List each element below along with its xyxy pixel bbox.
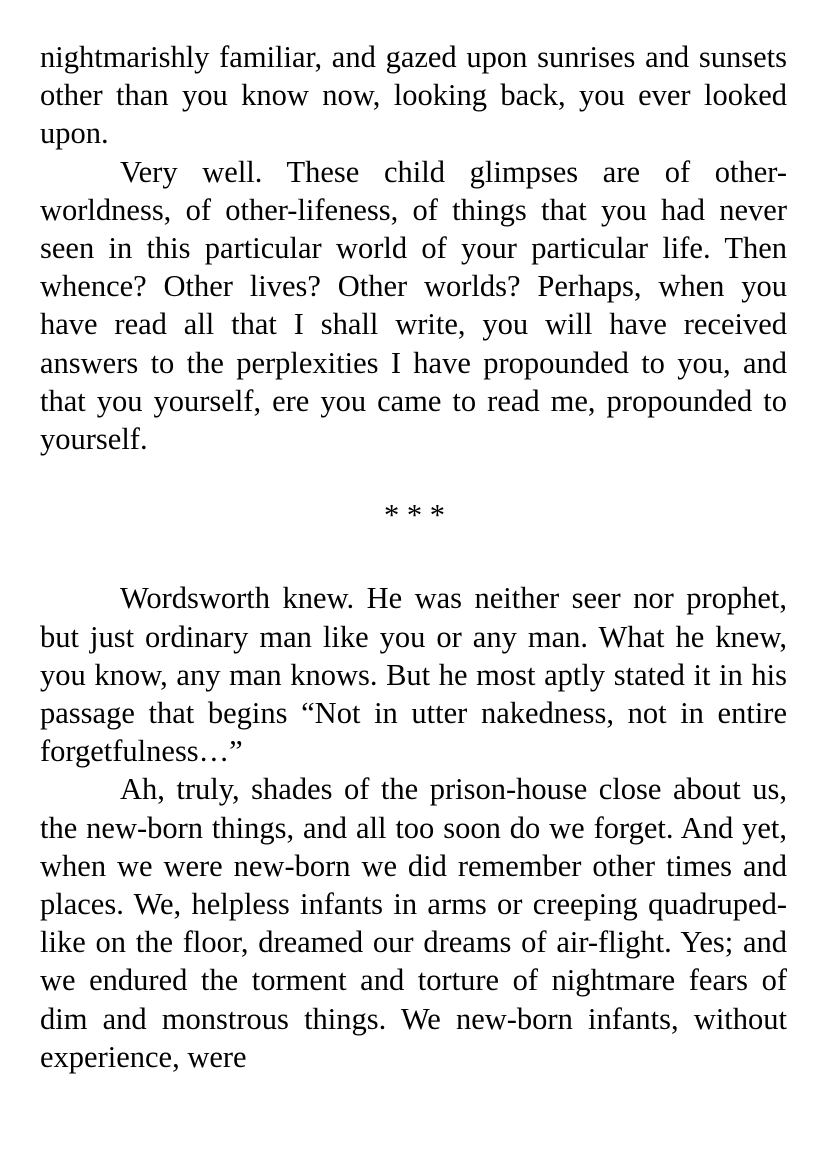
section-separator: * * * — [384, 498, 445, 533]
document-page — [40, 38, 787, 1076]
paragraph-child-glimpses: Very well. These child glimpses are of other-worldness, of other-lifeness, of things that you had never seen in this particular world of your particular life. Then whence? Other lives? Other worlds? Perhaps, when you have read all that I shall write, you will have received answers to the perplexities I have propounded to you, and that you yourself, ere you came to read me, propounded to yourself. — [40, 154, 787, 457]
paragraph-prison-house: Ah, truly, shades of the prison-house close about us, the new-born things, and all too soon do we forget. And yet, when we were new-born we did remember other times and places. We, helpless infants in arms or creeping quadruped-like on the floor, dreamed our dreams of air-flight. Yes; and we endured the torment and torture of nightmare fears of dim and monstrous things. We new-born infants, without experience, were — [40, 772, 787, 1074]
paragraph-continuation: nightmarishly familiar, and gazed upon sunrises and sunsets other than you know now, looking back, you ever looked upon. — [40, 40, 787, 151]
paragraph-wordsworth: Wordsworth knew. He was neither seer nor prophet, but just ordinary man like you or any man. What he knew, you know, any man knows. But he most aptly stated it in his passage that begins “Not in utter nakedness, not in entire forgetfulness…” — [40, 581, 787, 769]
